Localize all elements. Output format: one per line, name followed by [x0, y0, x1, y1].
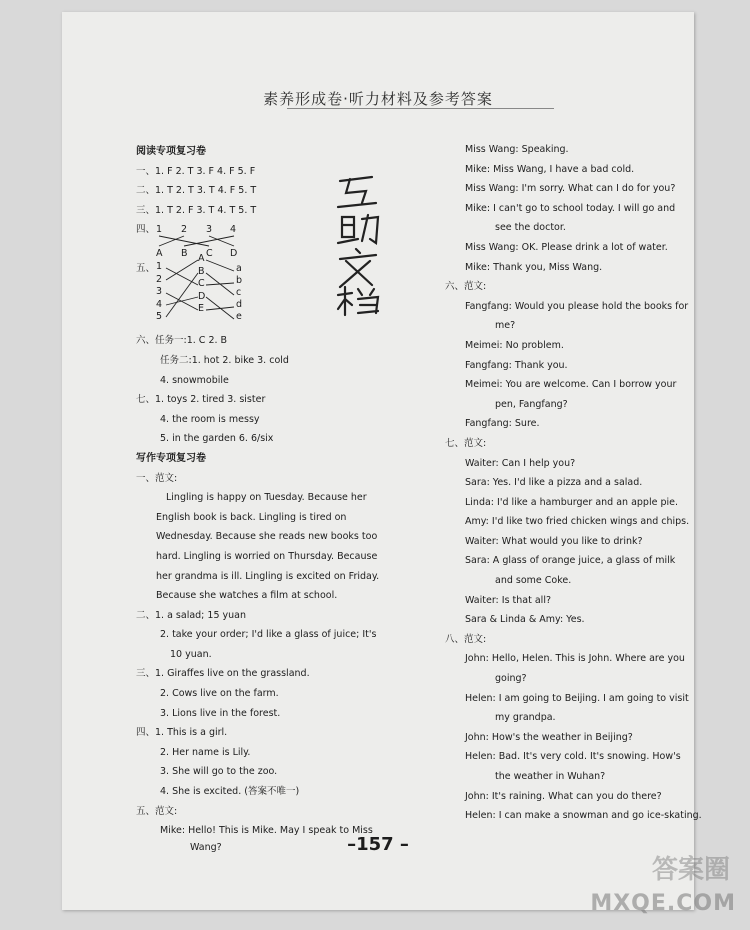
answer-line: 5. in the garden 6. 6/six — [160, 433, 274, 445]
dialogue-line: Waiter: What would you like to drink? — [465, 535, 643, 547]
answer-line: 3. She will go to the zoo. — [160, 766, 278, 778]
watermark-url: MXQE.COM — [590, 891, 736, 916]
match-label: c — [236, 287, 242, 299]
answer-line: 二、1. a salad; 15 yuan — [136, 609, 247, 621]
match-label: C — [198, 278, 205, 290]
dialogue-line: going? — [495, 673, 527, 685]
dialogue-line: Amy: I'd like two fried chicken wings and chips. — [465, 516, 690, 528]
answer-line: 一、1. F 2. T 3. F 4. F 5. F — [136, 165, 256, 177]
answer-line: 五、范文: — [136, 805, 178, 817]
dialogue-line: Sara: Yes. I'd like a pizza and a salad. — [465, 477, 643, 489]
match-col-nums — [156, 261, 162, 324]
answer-line: 10 yuan. — [170, 648, 212, 660]
dialogue-line: Waiter: Can I help you? — [465, 457, 576, 469]
dialogue-line: John: Hello, Helen. This is John. Where are you — [465, 653, 685, 665]
answer-line: 六、任务一:1. C 2. B — [136, 335, 228, 347]
dialogue-line: Fangfang: Thank you. — [465, 359, 568, 371]
essay-line: Because she watches a film at school. — [156, 590, 338, 602]
matching-lines — [164, 259, 242, 325]
dialogue-line: see the doctor. — [495, 222, 566, 234]
dialogue-line: Mike: Hello! This is Mike. May I speak to Miss — [160, 825, 373, 837]
essay-line: hard. Lingling is worried on Thursday. Because — [156, 550, 378, 562]
dialogue-line: Linda: I'd like a hamburger and an apple pie. — [465, 496, 678, 508]
answer-line: 2. Her name is Lily. — [160, 746, 251, 758]
item-number: 四、 — [136, 224, 156, 236]
answer-line: 4. the room is messy — [160, 413, 260, 425]
match-label: 1 — [156, 224, 163, 236]
answer-line: 七、1. toys 2. tired 3. sister — [136, 394, 266, 406]
right-column — [445, 140, 735, 826]
match-label: 3 — [156, 286, 163, 298]
dialogue-line: Sara & Linda & Amy: Yes. — [465, 614, 585, 626]
match-label: 4 — [230, 224, 237, 236]
dialogue-line: Miss Wang: OK. Please drink a lot of water. — [465, 241, 668, 253]
essay-line: Wednesday. Because she reads new books too — [156, 531, 378, 543]
dialogue-line: Helen: I can make a snowman and go ice-skating. — [465, 810, 702, 822]
match-label: 1 — [156, 261, 163, 273]
match-label: 4 — [156, 298, 163, 310]
answer-line: 2. take your order; I'd like a glass of juice; It's — [160, 629, 377, 641]
section-heading-reading: 阅读专项复习卷 — [136, 146, 206, 157]
dialogue-line: pen, Fangfang? — [495, 398, 568, 410]
match-label: E — [198, 303, 205, 315]
essay-line: Lingling is happy on Tuesday. Because her — [166, 492, 367, 504]
answer-line: 二、1. T 2. T 3. T 4. F 5. T — [136, 185, 257, 197]
match-label: d — [236, 299, 243, 311]
dialogue-line: Mike: I can't go to school today. I will go and — [465, 202, 676, 214]
answer-line: 一、范文: — [136, 472, 178, 484]
dialogue-line: Miss Wang: Speaking. — [465, 144, 569, 155]
dialogue-line: John: How's the weather in Beijing? — [465, 731, 633, 743]
dialogue-line: Meimei: You are welcome. Can I borrow your — [465, 379, 677, 391]
answer-line: 4. snowmobile — [160, 374, 229, 386]
document-page — [62, 12, 702, 910]
essay-line: her grandma is ill. Lingling is excited on Friday. — [156, 570, 380, 582]
dialogue-line: the weather in Wuhan? — [495, 771, 606, 782]
match-label: A — [156, 248, 163, 260]
dialogue-line: Mike: Miss Wang, I have a bad cold. — [465, 163, 635, 175]
dialogue-line: Sara: A glass of orange juice, a glass of milk — [465, 555, 676, 567]
dialogue-line: my grandpa. — [495, 712, 556, 724]
match-label: C — [206, 248, 213, 260]
match-label: B — [198, 265, 205, 277]
answer-line: 三、1. Giraffes live on the grassland. — [136, 668, 310, 680]
watermark — [590, 850, 742, 922]
page-number: –157 – — [347, 834, 409, 855]
answer-line: 2. Cows live on the farm. — [160, 688, 279, 700]
matching-five — [136, 253, 441, 331]
answer-line: 任务二:1. hot 2. bike 3. cold — [160, 354, 289, 366]
match-label: B — [181, 248, 188, 260]
match-label: b — [236, 275, 243, 287]
dialogue-line: Helen: I am going to Beijing. I am going to visit — [465, 692, 689, 704]
match-label: 2 — [181, 224, 188, 236]
dialogue-line: Wang? — [190, 841, 222, 853]
dialogue-line: Miss Wang: I'm sorry. What can I do for you? — [465, 183, 676, 195]
watermark-logo: 答案圈 — [651, 855, 730, 885]
section-label: 八、范文: — [445, 633, 487, 645]
match-label: 3 — [206, 224, 213, 236]
left-column — [136, 142, 441, 855]
dialogue-line: John: It's raining. What can you do there? — [465, 790, 662, 802]
answer-line: 三、1. T 2. F 3. T 4. T 5. T — [136, 204, 257, 216]
dialogue-line: me? — [495, 320, 516, 332]
dialogue-line: and some Coke. — [495, 575, 572, 587]
match-label: a — [236, 263, 242, 275]
title-rule — [287, 108, 554, 109]
match-label: 5 — [156, 311, 163, 323]
item-number: 五、 — [136, 263, 156, 275]
match-label: A — [198, 253, 205, 265]
match-label: D — [198, 290, 206, 302]
section-label: 六、范文: — [445, 281, 487, 293]
answer-line: 3. Lions live in the forest. — [160, 707, 281, 719]
dialogue-line: Helen: Bad. It's very cold. It's snowing. How's — [465, 751, 681, 763]
match-label: 2 — [156, 273, 163, 285]
dialogue-line: Mike: Thank you, Miss Wang. — [465, 261, 603, 273]
answer-line: 4. She is excited. (答案不唯一) — [160, 786, 300, 798]
answer-line: 四、1. This is a girl. — [136, 727, 228, 739]
matching-lines — [154, 234, 244, 248]
section-heading-writing: 写作专项复习卷 — [136, 452, 206, 464]
dialogue-line: Fangfang: Sure. — [465, 418, 540, 430]
dialogue-line: Meimei: No problem. — [465, 339, 564, 351]
dialogue-line: Waiter: Is that all? — [465, 594, 552, 606]
essay-line: English book is back. Lingling is tired on — [156, 511, 347, 523]
match-label: D — [230, 248, 238, 260]
matching-four — [136, 220, 441, 259]
section-label: 七、范文: — [445, 437, 487, 449]
dialogue-line: Fangfang: Would you please hold the books for — [465, 300, 689, 312]
page-title: 素养形成卷·听力材料及参考答案 — [263, 90, 493, 108]
match-label: e — [236, 311, 242, 323]
